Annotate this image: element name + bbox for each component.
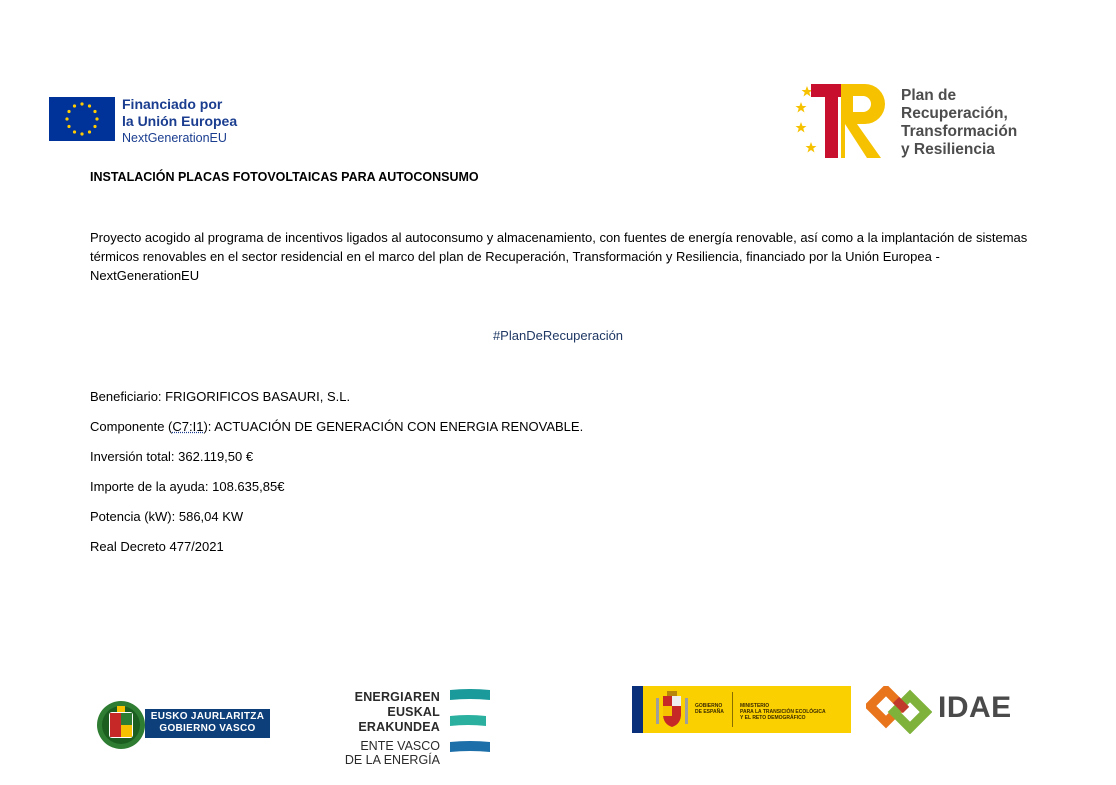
eve-logo-line3: ENTE VASCO <box>360 739 440 753</box>
gobierno-espana-logo <box>632 686 851 733</box>
hashtag-link[interactable]: #PlanDeRecuperación <box>492 328 624 343</box>
spain-coat-of-arms-icon <box>654 690 690 729</box>
importe-field: Importe de la ayuda: 108.635,85€ <box>90 479 285 494</box>
basque-shield-icon <box>95 700 147 750</box>
plan-logo-line1: Plan de <box>901 87 957 104</box>
gv-logo-line2: GOBIERNO VASCO <box>159 723 256 734</box>
eu-logo-line1: Financiado por <box>122 96 223 112</box>
eve-logo-line2: EUSKAL ERAKUNDEA <box>358 705 440 734</box>
componente-prefix: Componente ( <box>90 419 173 434</box>
gob-min-line2: PARA LA TRANSICIÓN ECOLÓGICA <box>740 709 826 715</box>
eu-logo-line2: la Unión Europea <box>122 113 238 129</box>
plan-logo-line2: Recuperación, <box>901 105 1008 122</box>
project-description: Proyecto acogido al programa de incentivos ligados al autoconsumo y almacenamiento, con fuentes de energía renovable, así como a la implantación de sistemas térmicos renovables en el sector residencial en el marco del plan de Recuperación, Transformación y Resiliencia, financiado por la Unión Europea - NextGenerationEU <box>90 230 1028 283</box>
tr-mark-icon <box>795 80 891 160</box>
real-decreto-field: Real Decreto 477/2021 <box>90 539 224 554</box>
document-title: INSTALACIÓN PLACAS FOTOVOLTAICAS PARA AUTOCONSUMO <box>90 170 479 184</box>
gobierno-vasco-logo <box>95 700 273 750</box>
gob-min-line1: MINISTERIO <box>740 703 770 709</box>
componente-code: C7:I1 <box>172 419 204 434</box>
potencia-field: Potencia (kW): 586,04 KW <box>90 509 244 524</box>
plan-logo-line3: Transformación <box>901 123 1018 140</box>
plan-recuperacion-logo <box>795 80 1025 160</box>
idae-wordmark: IDAE <box>938 691 1012 724</box>
eve-logo-line1: ENERGIAREN <box>354 690 440 704</box>
componente-suffix: ): ACTUACIÓN DE GENERACIÓN CON ENERGIA RENOVABLE. <box>203 419 584 434</box>
idae-logo <box>866 686 1012 734</box>
eve-logo-line4: DE LA ENERGÍA <box>344 753 440 767</box>
gob-min-line3: Y EL RETO DEMOGRÁFICO <box>740 715 806 721</box>
eu-band <box>632 686 643 733</box>
inversion-field: Inversión total: 362.119,50 € <box>90 449 254 464</box>
eve-logo <box>310 688 492 767</box>
gob-name-line1: GOBIERNO <box>695 703 723 709</box>
gob-name-line2: DE ESPAÑA <box>695 709 724 715</box>
eu-logo-line3: NextGenerationEU <box>122 131 227 145</box>
eu-funding-logo <box>49 97 249 143</box>
idae-knot-icon <box>866 686 932 734</box>
plan-logo-line4: y Resiliencia <box>901 141 995 158</box>
componente-field <box>90 417 583 436</box>
eu-flag-icon <box>49 97 115 141</box>
eve-e-mark-icon <box>448 688 492 754</box>
beneficiario-field: Beneficiario: FRIGORIFICOS BASAURI, S.L. <box>90 389 351 404</box>
gv-logo-line1: EUSKO JAURLARITZA <box>150 711 265 722</box>
divider <box>732 692 733 727</box>
